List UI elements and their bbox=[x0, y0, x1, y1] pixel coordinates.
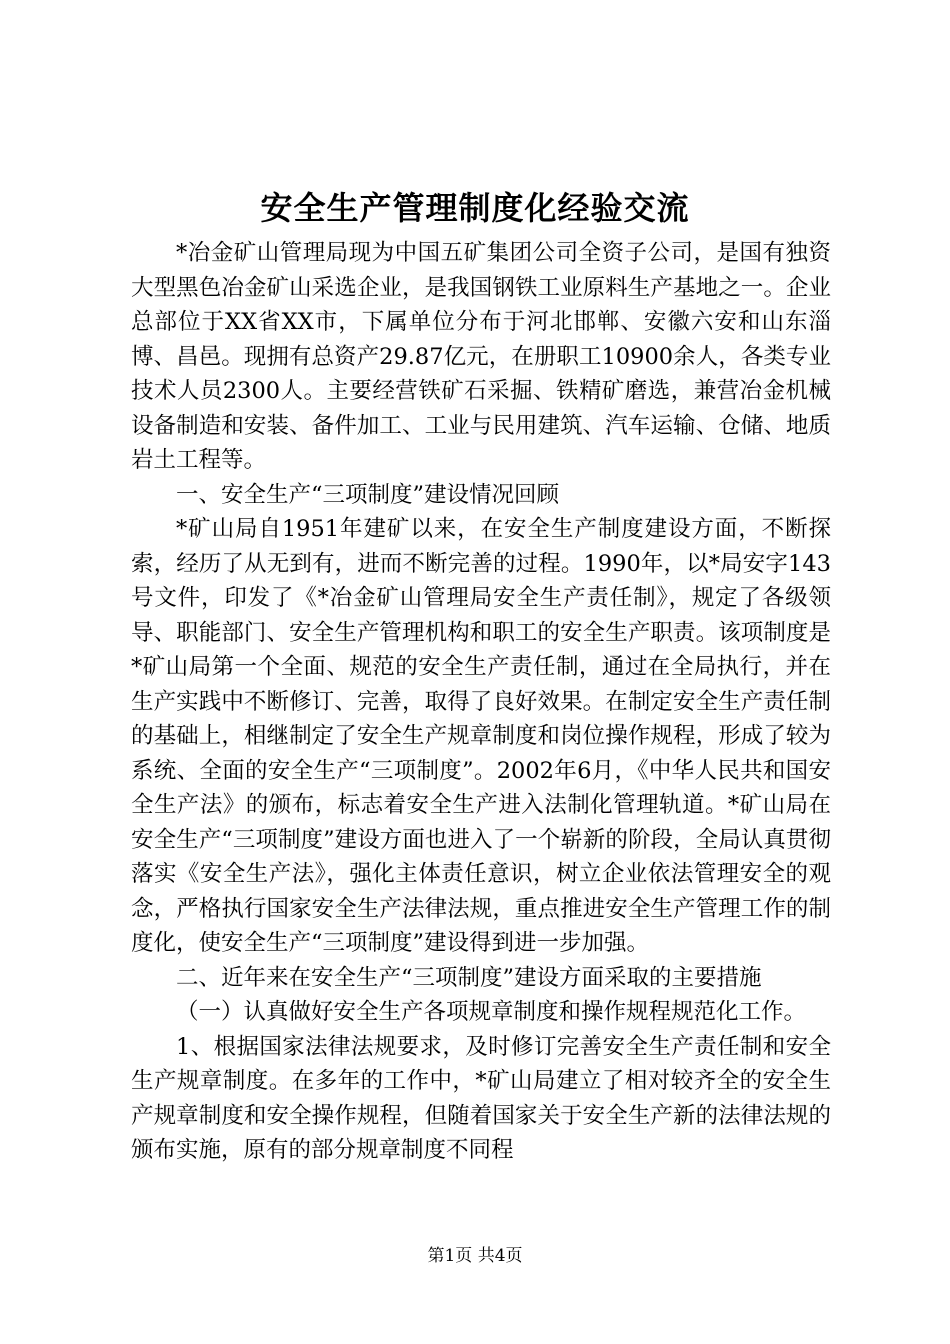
document-body bbox=[131, 236, 831, 1168]
subsection-heading-1: （一）认真做好安全生产各项规章制度和操作规程规范化工作。 bbox=[176, 999, 807, 1025]
paragraph-company-intro: *冶金矿山管理局现为中国五矿集团公司全资子公司，是国有独资大型黑色冶金矿山采选企业，是我国钢铁工业原料生产基地之一。企业总部位于XX省XX市，下属单位分布于河北邯郸、安徽六安和山东淄博、昌邑。现拥有总资产29.87亿元，在册职工10900余人，各类专业技术人员2300人。主要经营铁矿石采掘、铁精矿磨选，兼营冶金机械设备制造和安装、备件加工、工业与民用建筑、汽车运输、仓储、地质岩土工程等。 bbox=[131, 240, 831, 473]
paragraph-history: *矿山局自1951年建矿以来，在安全生产制度建设方面，不断探索，经历了从无到有，进而不断完善的过程。1990年，以*局安字143号文件，印发了《*冶金矿山管理局安全生产责任制》，规定了各级领导、职能部门、安全生产管理机构和职工的安全生产职责。该项制度是*矿山局第一个全面、规范的安全生产责任制，通过在全局执行，并在生产实践中不断修订、完善，取得了良好效果。在制定安全生产责任制的基础上，相继制定了安全生产规章制度和岗位操作规程，形成了较为系统、全面的安全生产“三项制度”。2002年6月，《中华人民共和国安全生产法》的颁布，标志着安全生产进入法制化管理轨道。*矿山局在安全生产“三项制度”建设方面也进入了一个崭新的阶段，全局认真贯彻落实《安全生产法》，强化主体责任意识，树立企业依法管理安全的观念，严格执行国家安全生产法律法规，重点推进安全生产管理工作的制度化，使安全生产“三项制度”建设得到进一步加强。 bbox=[131, 516, 831, 956]
section-heading-1: 一、安全生产“三项制度”建设情况回顾 bbox=[176, 481, 560, 508]
paragraph-item-1: 1、根据国家法律法规要求，及时修订完善安全生产责任制和安全生产规章制度。在多年的工作中，*矿山局建立了相对较齐全的安全生产规章制度和安全操作规程，但随着国家关于安全生产新的法律法规的颁布实施，原有的部分规章制度不同程 bbox=[131, 1033, 831, 1163]
page-footer: 第1页 共4页 bbox=[427, 1246, 523, 1266]
section-heading-2: 二、近年来在安全生产“三项制度”建设方面采取的主要措施 bbox=[176, 964, 762, 991]
document-title: 安全生产管理制度化经验交流 bbox=[260, 189, 690, 227]
